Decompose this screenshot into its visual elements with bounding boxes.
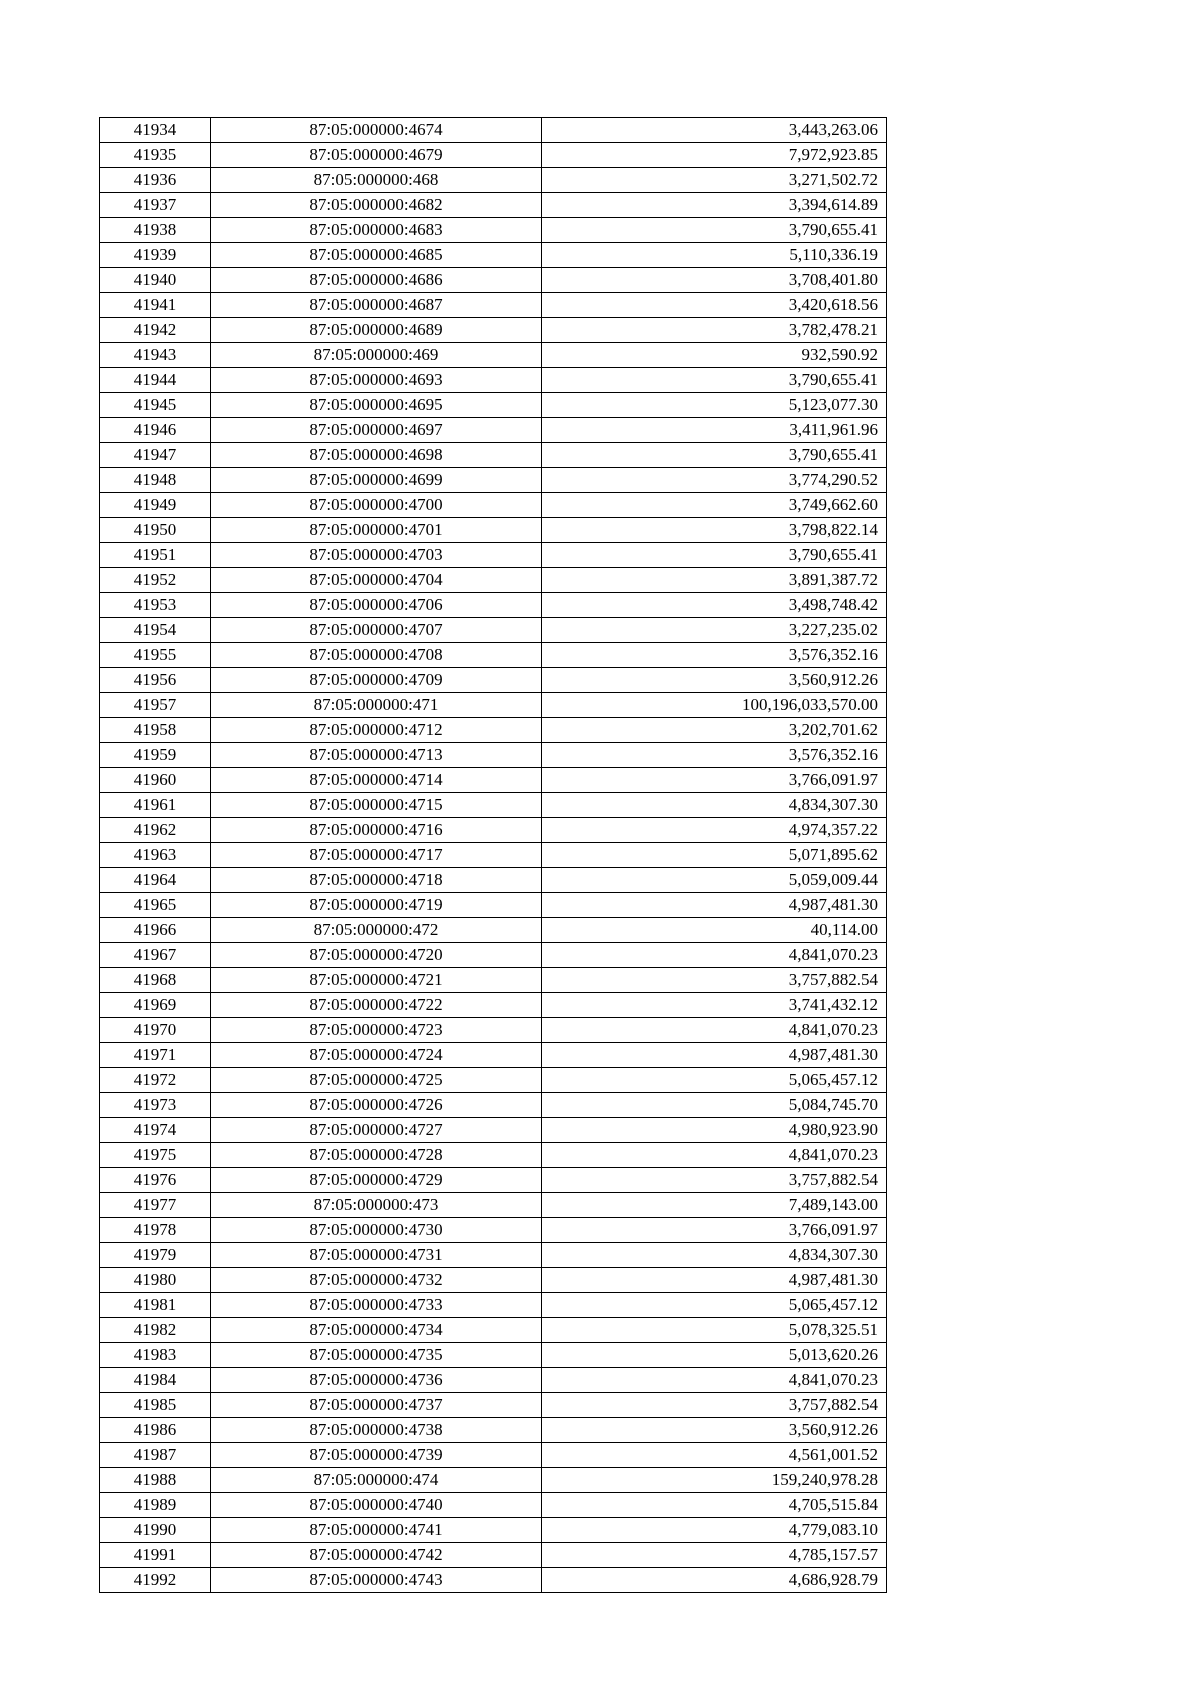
row-number-cell: 41975 bbox=[100, 1143, 211, 1168]
value-cell: 4,686,928.79 bbox=[542, 1568, 887, 1593]
cadastral-number-cell: 87:05:000000:4721 bbox=[211, 968, 542, 993]
cadastral-number-cell: 87:05:000000:4709 bbox=[211, 668, 542, 693]
row-number-cell: 41940 bbox=[100, 268, 211, 293]
row-number-cell: 41958 bbox=[100, 718, 211, 743]
table-row bbox=[100, 118, 887, 143]
cadastral-number-cell: 87:05:000000:4729 bbox=[211, 1168, 542, 1193]
table-row bbox=[100, 543, 887, 568]
table-row bbox=[100, 918, 887, 943]
value-cell: 159,240,978.28 bbox=[542, 1468, 887, 1493]
value-cell: 7,489,143.00 bbox=[542, 1193, 887, 1218]
value-cell: 4,987,481.30 bbox=[542, 1043, 887, 1068]
cadastral-number-cell: 87:05:000000:4741 bbox=[211, 1518, 542, 1543]
table-row bbox=[100, 243, 887, 268]
row-number-cell: 41959 bbox=[100, 743, 211, 768]
table-row bbox=[100, 1243, 887, 1268]
row-number-cell: 41983 bbox=[100, 1343, 211, 1368]
row-number-cell: 41988 bbox=[100, 1468, 211, 1493]
value-cell: 3,560,912.26 bbox=[542, 668, 887, 693]
row-number-cell: 41986 bbox=[100, 1418, 211, 1443]
value-cell: 5,078,325.51 bbox=[542, 1318, 887, 1343]
row-number-cell: 41945 bbox=[100, 393, 211, 418]
value-cell: 5,013,620.26 bbox=[542, 1343, 887, 1368]
row-number-cell: 41944 bbox=[100, 368, 211, 393]
table-row bbox=[100, 968, 887, 993]
cadastral-number-cell: 87:05:000000:4698 bbox=[211, 443, 542, 468]
cadastral-number-cell: 87:05:000000:4674 bbox=[211, 118, 542, 143]
cadastral-number-cell: 87:05:000000:4699 bbox=[211, 468, 542, 493]
cadastral-number-cell: 87:05:000000:4707 bbox=[211, 618, 542, 643]
cadastral-number-cell: 87:05:000000:4734 bbox=[211, 1318, 542, 1343]
table-row bbox=[100, 1543, 887, 1568]
row-number-cell: 41968 bbox=[100, 968, 211, 993]
value-cell: 4,834,307.30 bbox=[542, 793, 887, 818]
cadastral-number-cell: 87:05:000000:4686 bbox=[211, 268, 542, 293]
value-cell: 4,841,070.23 bbox=[542, 1143, 887, 1168]
value-cell: 3,271,502.72 bbox=[542, 168, 887, 193]
value-cell: 3,443,263.06 bbox=[542, 118, 887, 143]
value-cell: 4,561,001.52 bbox=[542, 1443, 887, 1468]
row-number-cell: 41946 bbox=[100, 418, 211, 443]
table-row bbox=[100, 1118, 887, 1143]
cadastral-number-cell: 87:05:000000:4719 bbox=[211, 893, 542, 918]
cadastral-number-cell: 87:05:000000:4697 bbox=[211, 418, 542, 443]
table-row bbox=[100, 768, 887, 793]
cadastral-number-cell: 87:05:000000:4728 bbox=[211, 1143, 542, 1168]
value-cell: 4,980,923.90 bbox=[542, 1118, 887, 1143]
cadastral-number-cell: 87:05:000000:4733 bbox=[211, 1293, 542, 1318]
value-cell: 3,774,290.52 bbox=[542, 468, 887, 493]
table-row bbox=[100, 1343, 887, 1368]
value-cell: 40,114.00 bbox=[542, 918, 887, 943]
row-number-cell: 41990 bbox=[100, 1518, 211, 1543]
value-cell: 3,202,701.62 bbox=[542, 718, 887, 743]
cadastral-number-cell: 87:05:000000:4706 bbox=[211, 593, 542, 618]
row-number-cell: 41969 bbox=[100, 993, 211, 1018]
table-row bbox=[100, 1093, 887, 1118]
cadastral-number-cell: 87:05:000000:4727 bbox=[211, 1118, 542, 1143]
value-cell: 5,059,009.44 bbox=[542, 868, 887, 893]
row-number-cell: 41964 bbox=[100, 868, 211, 893]
table-row bbox=[100, 1518, 887, 1543]
row-number-cell: 41971 bbox=[100, 1043, 211, 1068]
cadastral-number-cell: 87:05:000000:4740 bbox=[211, 1493, 542, 1518]
row-number-cell: 41941 bbox=[100, 293, 211, 318]
value-cell: 4,834,307.30 bbox=[542, 1243, 887, 1268]
value-cell: 3,708,401.80 bbox=[542, 268, 887, 293]
value-cell: 3,782,478.21 bbox=[542, 318, 887, 343]
row-number-cell: 41955 bbox=[100, 643, 211, 668]
value-cell: 3,394,614.89 bbox=[542, 193, 887, 218]
cadastral-number-cell: 87:05:000000:4718 bbox=[211, 868, 542, 893]
value-cell: 3,766,091.97 bbox=[542, 1218, 887, 1243]
row-number-cell: 41973 bbox=[100, 1093, 211, 1118]
row-number-cell: 41984 bbox=[100, 1368, 211, 1393]
cadastral-value-table bbox=[99, 117, 887, 1593]
table-row bbox=[100, 1268, 887, 1293]
table-row bbox=[100, 1018, 887, 1043]
row-number-cell: 41949 bbox=[100, 493, 211, 518]
row-number-cell: 41981 bbox=[100, 1293, 211, 1318]
table-row bbox=[100, 1393, 887, 1418]
row-number-cell: 41947 bbox=[100, 443, 211, 468]
table-row bbox=[100, 1443, 887, 1468]
table-row bbox=[100, 268, 887, 293]
table-row bbox=[100, 443, 887, 468]
value-cell: 4,974,357.22 bbox=[542, 818, 887, 843]
value-cell: 3,757,882.54 bbox=[542, 1393, 887, 1418]
cadastral-number-cell: 87:05:000000:4695 bbox=[211, 393, 542, 418]
row-number-cell: 41937 bbox=[100, 193, 211, 218]
cadastral-number-cell: 87:05:000000:4730 bbox=[211, 1218, 542, 1243]
row-number-cell: 41977 bbox=[100, 1193, 211, 1218]
table-row bbox=[100, 718, 887, 743]
value-cell: 3,757,882.54 bbox=[542, 968, 887, 993]
value-cell: 3,498,748.42 bbox=[542, 593, 887, 618]
value-cell: 5,065,457.12 bbox=[542, 1068, 887, 1093]
value-cell: 3,741,432.12 bbox=[542, 993, 887, 1018]
table-row bbox=[100, 168, 887, 193]
row-number-cell: 41991 bbox=[100, 1543, 211, 1568]
row-number-cell: 41978 bbox=[100, 1218, 211, 1243]
cadastral-number-cell: 87:05:000000:4720 bbox=[211, 943, 542, 968]
value-cell: 4,987,481.30 bbox=[542, 893, 887, 918]
table-row bbox=[100, 793, 887, 818]
value-cell: 3,227,235.02 bbox=[542, 618, 887, 643]
table-row bbox=[100, 868, 887, 893]
cadastral-number-cell: 87:05:000000:4679 bbox=[211, 143, 542, 168]
cadastral-number-cell: 87:05:000000:4712 bbox=[211, 718, 542, 743]
cadastral-number-cell: 87:05:000000:4701 bbox=[211, 518, 542, 543]
row-number-cell: 41936 bbox=[100, 168, 211, 193]
table-row bbox=[100, 818, 887, 843]
table-row bbox=[100, 668, 887, 693]
row-number-cell: 41956 bbox=[100, 668, 211, 693]
row-number-cell: 41935 bbox=[100, 143, 211, 168]
cadastral-number-cell: 87:05:000000:4743 bbox=[211, 1568, 542, 1593]
table-row bbox=[100, 693, 887, 718]
cadastral-number-cell: 87:05:000000:4704 bbox=[211, 568, 542, 593]
value-cell: 3,790,655.41 bbox=[542, 443, 887, 468]
cadastral-number-cell: 87:05:000000:474 bbox=[211, 1468, 542, 1493]
table-row bbox=[100, 193, 887, 218]
value-cell: 5,110,336.19 bbox=[542, 243, 887, 268]
table-row bbox=[100, 993, 887, 1018]
table-row bbox=[100, 393, 887, 418]
table-row bbox=[100, 293, 887, 318]
row-number-cell: 41942 bbox=[100, 318, 211, 343]
table-row bbox=[100, 893, 887, 918]
value-cell: 3,790,655.41 bbox=[542, 368, 887, 393]
cadastral-number-cell: 87:05:000000:4725 bbox=[211, 1068, 542, 1093]
table-row bbox=[100, 1168, 887, 1193]
row-number-cell: 41966 bbox=[100, 918, 211, 943]
value-cell: 5,065,457.12 bbox=[542, 1293, 887, 1318]
table-row bbox=[100, 318, 887, 343]
table-row bbox=[100, 493, 887, 518]
table-row bbox=[100, 1568, 887, 1593]
cadastral-number-cell: 87:05:000000:4739 bbox=[211, 1443, 542, 1468]
value-cell: 3,411,961.96 bbox=[542, 418, 887, 443]
table-row bbox=[100, 1193, 887, 1218]
table-body bbox=[100, 118, 887, 1593]
table-row bbox=[100, 518, 887, 543]
table-row bbox=[100, 1318, 887, 1343]
table-row bbox=[100, 943, 887, 968]
value-cell: 7,972,923.85 bbox=[542, 143, 887, 168]
cadastral-number-cell: 87:05:000000:4723 bbox=[211, 1018, 542, 1043]
table-row bbox=[100, 843, 887, 868]
cadastral-number-cell: 87:05:000000:4736 bbox=[211, 1368, 542, 1393]
value-cell: 4,705,515.84 bbox=[542, 1493, 887, 1518]
cadastral-number-cell: 87:05:000000:4722 bbox=[211, 993, 542, 1018]
cadastral-number-cell: 87:05:000000:469 bbox=[211, 343, 542, 368]
row-number-cell: 41974 bbox=[100, 1118, 211, 1143]
table-row bbox=[100, 468, 887, 493]
value-cell: 3,790,655.41 bbox=[542, 218, 887, 243]
row-number-cell: 41982 bbox=[100, 1318, 211, 1343]
table-row bbox=[100, 1468, 887, 1493]
row-number-cell: 41976 bbox=[100, 1168, 211, 1193]
value-cell: 3,798,822.14 bbox=[542, 518, 887, 543]
value-cell: 3,790,655.41 bbox=[542, 543, 887, 568]
cadastral-number-cell: 87:05:000000:4700 bbox=[211, 493, 542, 518]
value-cell: 3,757,882.54 bbox=[542, 1168, 887, 1193]
row-number-cell: 41952 bbox=[100, 568, 211, 593]
cadastral-number-cell: 87:05:000000:4689 bbox=[211, 318, 542, 343]
cadastral-number-cell: 87:05:000000:4726 bbox=[211, 1093, 542, 1118]
cadastral-number-cell: 87:05:000000:4687 bbox=[211, 293, 542, 318]
cadastral-number-cell: 87:05:000000:4738 bbox=[211, 1418, 542, 1443]
cadastral-number-cell: 87:05:000000:4685 bbox=[211, 243, 542, 268]
value-cell: 3,891,387.72 bbox=[542, 568, 887, 593]
table-row bbox=[100, 1218, 887, 1243]
row-number-cell: 41963 bbox=[100, 843, 211, 868]
table-row bbox=[100, 368, 887, 393]
cadastral-number-cell: 87:05:000000:471 bbox=[211, 693, 542, 718]
value-cell: 4,841,070.23 bbox=[542, 943, 887, 968]
value-cell: 4,785,157.57 bbox=[542, 1543, 887, 1568]
cadastral-number-cell: 87:05:000000:4737 bbox=[211, 1393, 542, 1418]
value-cell: 5,071,895.62 bbox=[542, 843, 887, 868]
cadastral-number-cell: 87:05:000000:4715 bbox=[211, 793, 542, 818]
table-row bbox=[100, 643, 887, 668]
table-row bbox=[100, 743, 887, 768]
row-number-cell: 41948 bbox=[100, 468, 211, 493]
value-cell: 3,420,618.56 bbox=[542, 293, 887, 318]
cadastral-number-cell: 87:05:000000:4716 bbox=[211, 818, 542, 843]
value-cell: 4,841,070.23 bbox=[542, 1368, 887, 1393]
cadastral-number-cell: 87:05:000000:4735 bbox=[211, 1343, 542, 1368]
row-number-cell: 41957 bbox=[100, 693, 211, 718]
row-number-cell: 41979 bbox=[100, 1243, 211, 1268]
row-number-cell: 41954 bbox=[100, 618, 211, 643]
cadastral-number-cell: 87:05:000000:4717 bbox=[211, 843, 542, 868]
row-number-cell: 41967 bbox=[100, 943, 211, 968]
row-number-cell: 41953 bbox=[100, 593, 211, 618]
cadastral-number-cell: 87:05:000000:4714 bbox=[211, 768, 542, 793]
row-number-cell: 41965 bbox=[100, 893, 211, 918]
cadastral-number-cell: 87:05:000000:4708 bbox=[211, 643, 542, 668]
row-number-cell: 41939 bbox=[100, 243, 211, 268]
value-cell: 932,590.92 bbox=[542, 343, 887, 368]
table-row bbox=[100, 1368, 887, 1393]
row-number-cell: 41934 bbox=[100, 118, 211, 143]
value-cell: 5,123,077.30 bbox=[542, 393, 887, 418]
row-number-cell: 41950 bbox=[100, 518, 211, 543]
cadastral-number-cell: 87:05:000000:4693 bbox=[211, 368, 542, 393]
cadastral-number-cell: 87:05:000000:4732 bbox=[211, 1268, 542, 1293]
value-cell: 4,987,481.30 bbox=[542, 1268, 887, 1293]
row-number-cell: 41989 bbox=[100, 1493, 211, 1518]
row-number-cell: 41951 bbox=[100, 543, 211, 568]
row-number-cell: 41962 bbox=[100, 818, 211, 843]
table-row bbox=[100, 1418, 887, 1443]
row-number-cell: 41985 bbox=[100, 1393, 211, 1418]
cadastral-number-cell: 87:05:000000:473 bbox=[211, 1193, 542, 1218]
table-row bbox=[100, 218, 887, 243]
row-number-cell: 41970 bbox=[100, 1018, 211, 1043]
value-cell: 100,196,033,570.00 bbox=[542, 693, 887, 718]
cadastral-number-cell: 87:05:000000:4683 bbox=[211, 218, 542, 243]
value-cell: 3,576,352.16 bbox=[542, 743, 887, 768]
row-number-cell: 41972 bbox=[100, 1068, 211, 1093]
table-row bbox=[100, 618, 887, 643]
cadastral-number-cell: 87:05:000000:472 bbox=[211, 918, 542, 943]
table-row bbox=[100, 1493, 887, 1518]
row-number-cell: 41938 bbox=[100, 218, 211, 243]
value-cell: 3,766,091.97 bbox=[542, 768, 887, 793]
value-cell: 3,560,912.26 bbox=[542, 1418, 887, 1443]
cadastral-number-cell: 87:05:000000:4742 bbox=[211, 1543, 542, 1568]
value-cell: 5,084,745.70 bbox=[542, 1093, 887, 1118]
value-cell: 4,779,083.10 bbox=[542, 1518, 887, 1543]
row-number-cell: 41960 bbox=[100, 768, 211, 793]
cadastral-number-cell: 87:05:000000:4713 bbox=[211, 743, 542, 768]
row-number-cell: 41980 bbox=[100, 1268, 211, 1293]
table-row bbox=[100, 343, 887, 368]
cadastral-number-cell: 87:05:000000:4724 bbox=[211, 1043, 542, 1068]
table-row bbox=[100, 418, 887, 443]
table-row bbox=[100, 593, 887, 618]
table-row bbox=[100, 1068, 887, 1093]
table-row bbox=[100, 1293, 887, 1318]
row-number-cell: 41992 bbox=[100, 1568, 211, 1593]
table-row bbox=[100, 143, 887, 168]
cadastral-number-cell: 87:05:000000:468 bbox=[211, 168, 542, 193]
table-row bbox=[100, 568, 887, 593]
row-number-cell: 41943 bbox=[100, 343, 211, 368]
cadastral-number-cell: 87:05:000000:4731 bbox=[211, 1243, 542, 1268]
value-cell: 3,576,352.16 bbox=[542, 643, 887, 668]
row-number-cell: 41961 bbox=[100, 793, 211, 818]
cadastral-number-cell: 87:05:000000:4682 bbox=[211, 193, 542, 218]
cadastral-number-cell: 87:05:000000:4703 bbox=[211, 543, 542, 568]
table-row bbox=[100, 1143, 887, 1168]
value-cell: 4,841,070.23 bbox=[542, 1018, 887, 1043]
row-number-cell: 41987 bbox=[100, 1443, 211, 1468]
value-cell: 3,749,662.60 bbox=[542, 493, 887, 518]
table-row bbox=[100, 1043, 887, 1068]
